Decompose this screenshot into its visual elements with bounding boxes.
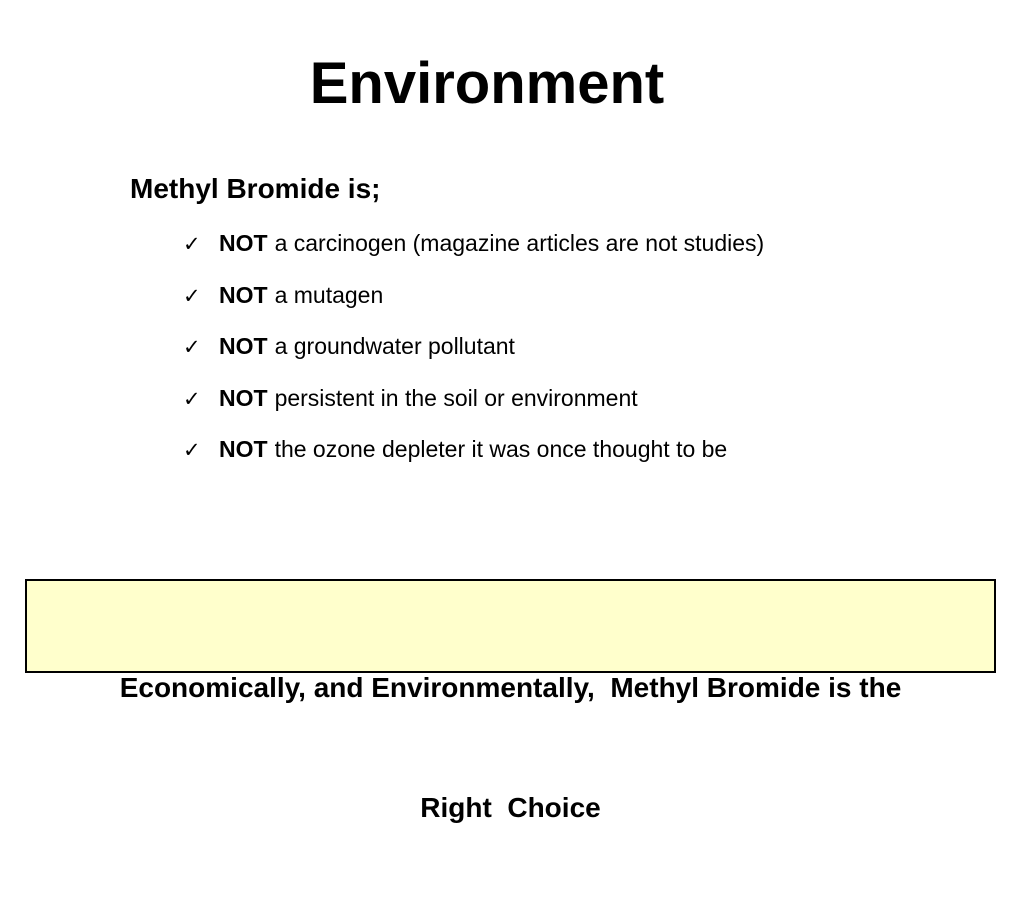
emphasis-word: NOT: [219, 230, 268, 256]
callout-line-1: Economically, and Environmentally, Methyl Bromide is the: [119, 672, 902, 703]
bullet-text: persistent in the soil or environment: [274, 384, 638, 411]
emphasis-word: NOT: [219, 333, 268, 359]
bullet-text: a carcinogen (magazine articles are not studies): [274, 230, 765, 256]
list-item: [183, 430, 764, 482]
emphasis-word: NOT: [219, 281, 268, 308]
list-item: [183, 379, 764, 431]
emphasis-word: NOT: [219, 436, 268, 462]
slide-title: Environment: [309, 51, 665, 116]
callout-line-2: Right Choice: [420, 792, 601, 823]
list-item: [183, 327, 764, 379]
subheading: Methyl Bromide is;: [130, 173, 381, 204]
checkmark-icon: ✓: [183, 284, 201, 308]
list-item: [183, 276, 764, 328]
list-item: [183, 224, 764, 276]
checkmark-icon: ✓: [183, 439, 201, 462]
checkmark-icon: ✓: [183, 336, 201, 359]
checkmark-icon: ✓: [183, 233, 201, 256]
bullet-text: a groundwater pollutant: [274, 333, 515, 359]
conclusion-callout-box: [25, 579, 996, 823]
emphasis-word: NOT: [219, 384, 268, 411]
bullet-list: [183, 224, 764, 482]
bullet-text: a mutagen: [274, 281, 384, 308]
checkmark-icon: ✓: [183, 387, 201, 411]
bullet-text: the ozone depleter it was once thought to be: [274, 436, 728, 462]
